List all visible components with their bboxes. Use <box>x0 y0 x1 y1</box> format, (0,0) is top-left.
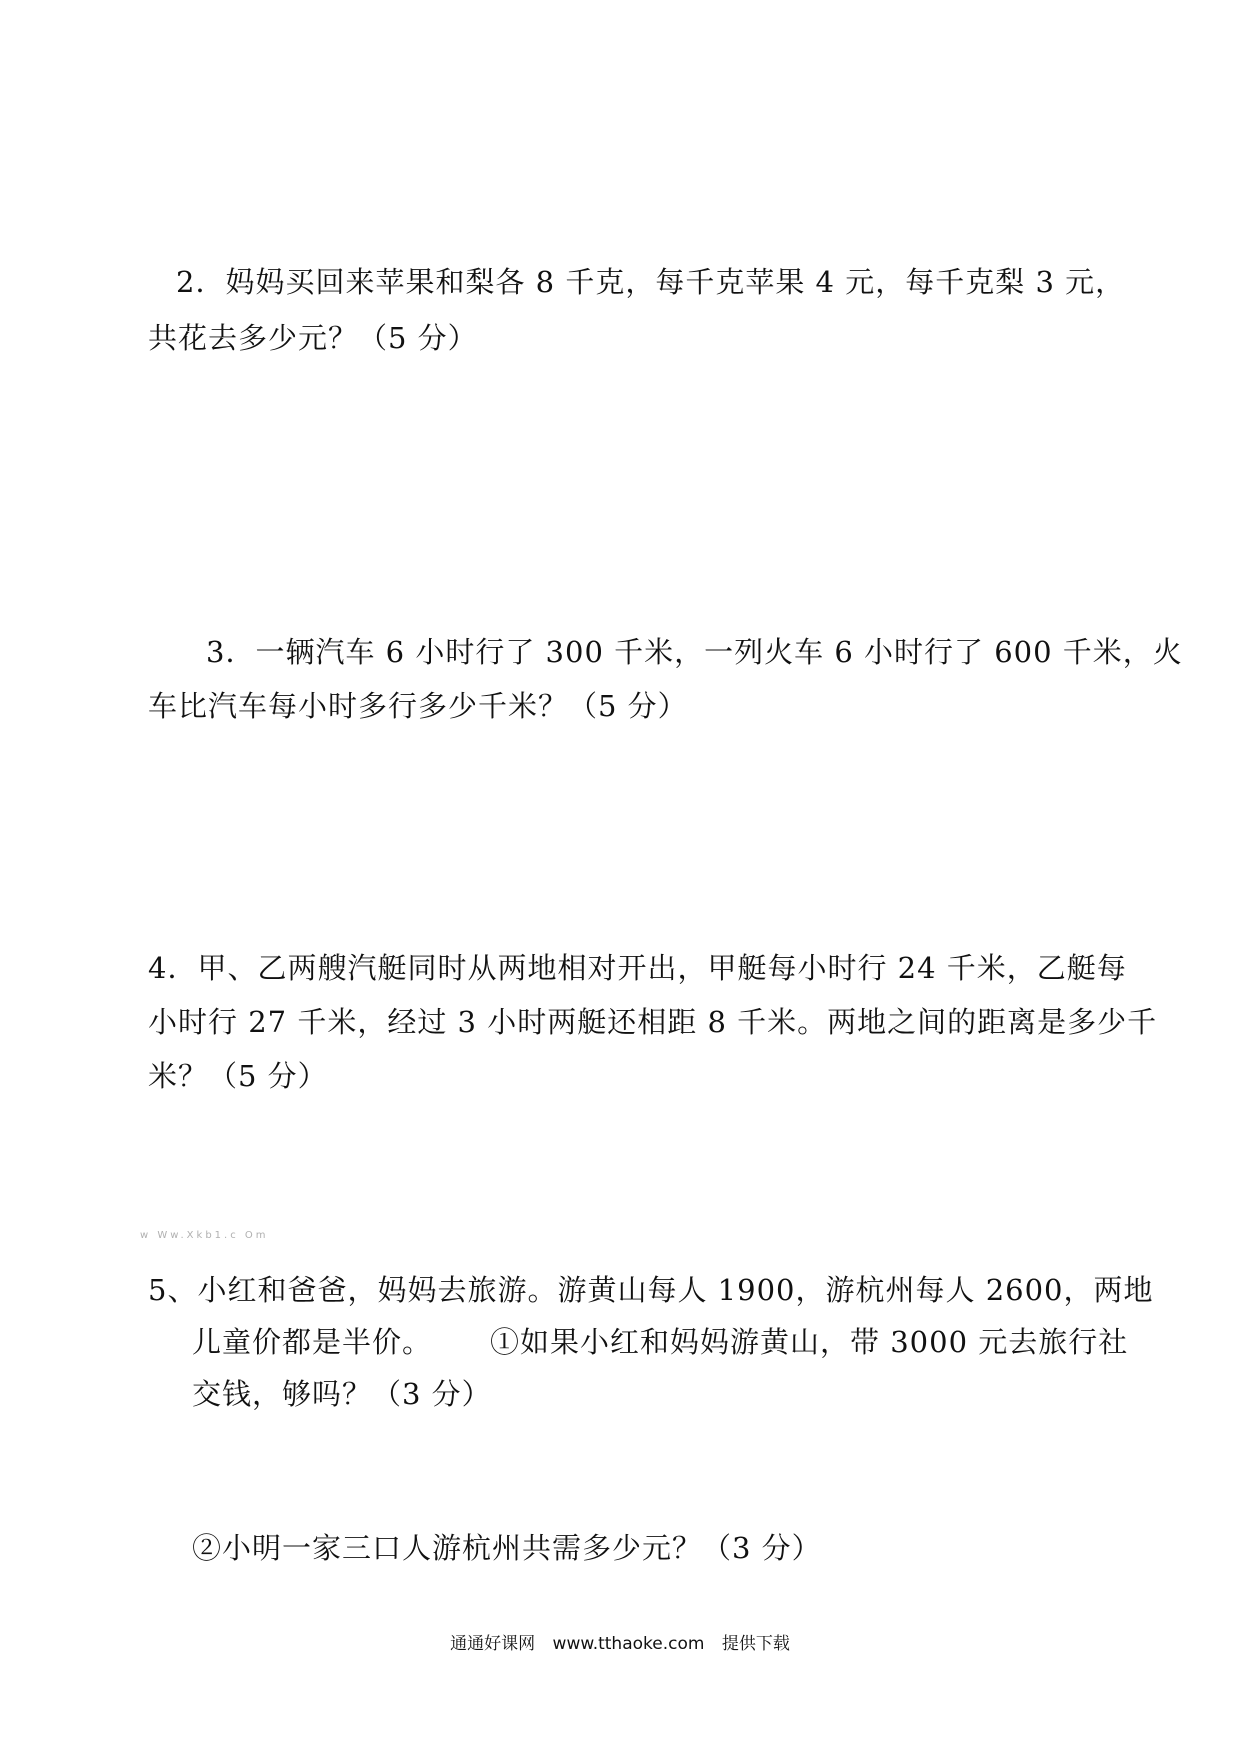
question-4-line-1: 4．甲、乙两艘汽艇同时从两地相对开出，甲艇每小时行 24 千米，乙艇每 <box>148 951 1127 985</box>
footer-suffix: 提供下载 <box>721 1634 790 1654</box>
question-5-sub-2: ②小明一家三口人游杭州共需多少元？（3 分） <box>192 1531 822 1565</box>
question-4-line-2: 小时行 27 千米，经过 3 小时两艇还相距 8 千米。两地之间的距离是多少千 <box>148 1005 1158 1039</box>
footer-site-name: 通通好课网 <box>450 1634 536 1654</box>
page-footer <box>0 1632 1240 1656</box>
question-5-line-2b: ①如果小红和妈妈游黄山，带 3000 元去旅行社 <box>490 1325 1129 1359</box>
question-2-line-2: 共花去多少元？（5 分） <box>148 321 478 355</box>
question-5-line-1: 5、小红和爸爸，妈妈去旅游。游黄山每人 1900，游杭州每人 2600，两地 <box>148 1273 1154 1307</box>
question-4-line-3: 米？（5 分） <box>148 1059 328 1093</box>
question-2-line-1: 2．妈妈买回来苹果和梨各 8 千克，每千克苹果 4 元，每千克梨 3 元， <box>176 265 1126 299</box>
question-5-line-2a: 儿童价都是半价。 <box>192 1325 433 1359</box>
footer-url: www.tthaoke.com <box>552 1634 705 1654</box>
watermark-text: w Ww.Xkb1.c Om <box>140 1230 269 1241</box>
question-3-line-2: 车比汽车每小时多行多少千米？（5 分） <box>148 689 688 723</box>
question-5-line-3: 交钱，够吗？（3 分） <box>192 1377 492 1411</box>
question-3-line-1: 3．一辆汽车 6 小时行了 300 千米，一列火车 6 小时行了 600 千米，火 <box>206 635 1183 669</box>
